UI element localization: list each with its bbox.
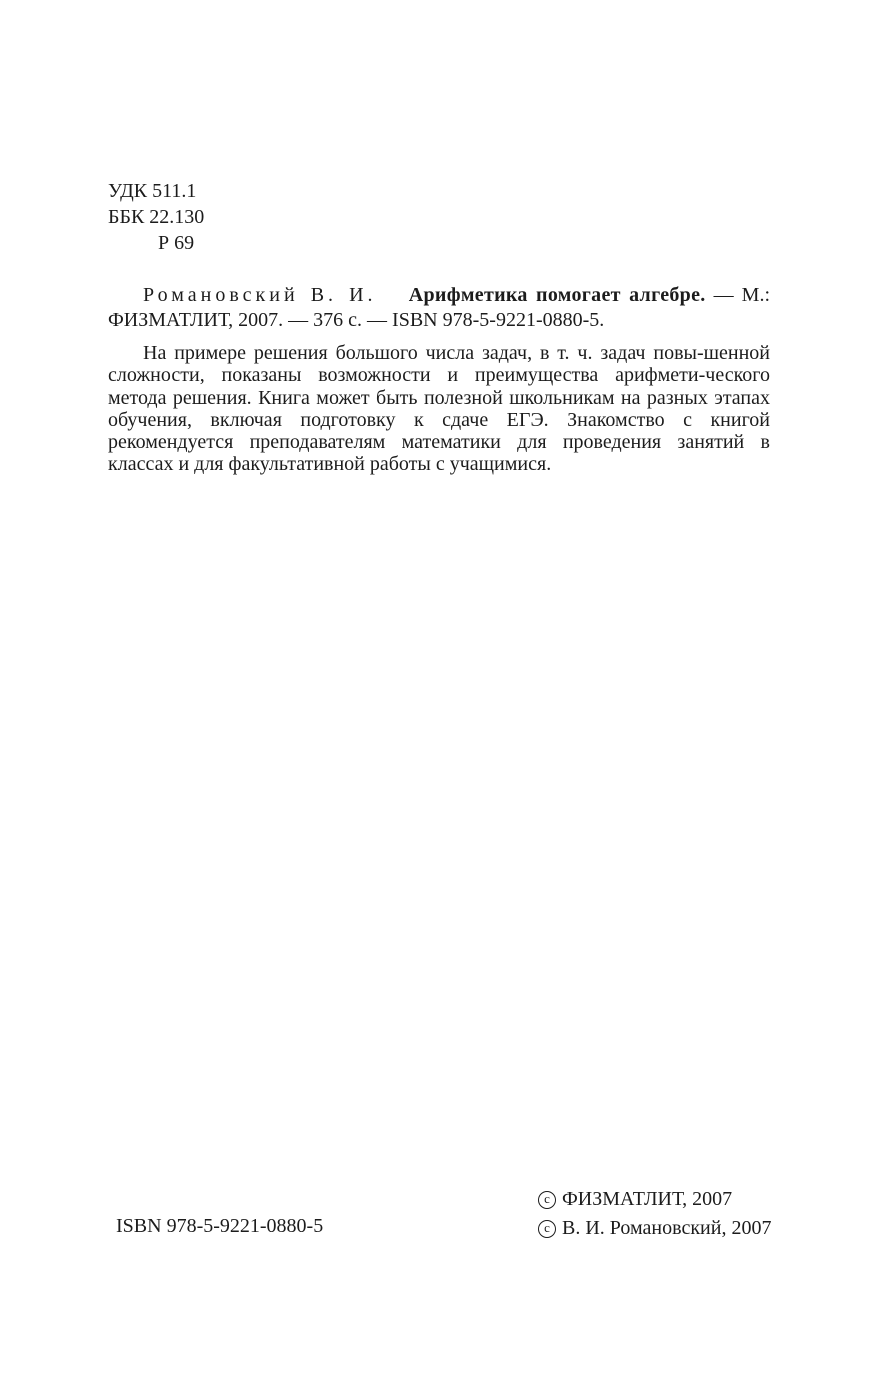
isbn-number: ISBN 978-5-9221-0880-5 [116,1215,324,1237]
copyright-holder: В. И. Романовский, 2007 [562,1217,772,1239]
copyright-holder: ФИЗМАТЛИТ, 2007 [562,1188,733,1210]
author-sign: Р 69 [158,232,195,254]
bbk-code: ББК 22.130 [108,206,205,228]
copyright-icon [538,1220,556,1238]
copyright-icon [538,1191,556,1209]
copyright-line [538,1214,771,1243]
copyright-line [538,1185,771,1214]
annotation-text: На примере решения большого числа задач, в т. ч. задач повы-шенной сложности, показаны возможности и преимущества арифмети-ческого метода решения. Книга может быть полезной школьникам на разных этапах обучения, включая подготовку к сдаче ЕГЭ. Знакомство с книгой рекомендуется преподавателям математики для проведения занятий в классах и для факультативной работы с учащимися. [108,342,770,476]
bibliographic-citation [108,283,770,333]
citation-title: Арифметика помогает алгебре. [408,284,706,306]
udk-code: УДК 511.1 [108,180,197,202]
classification-block [108,178,204,256]
citation-author: Романовский В. И. [143,284,377,306]
copyright-block [538,1185,771,1243]
citation-dash: — [705,284,734,306]
citation-publication: М.: ФИЗМАТЛИТ, 2007. — 376 с. — ISBN 978-5-9221-0880-5. [108,284,771,331]
